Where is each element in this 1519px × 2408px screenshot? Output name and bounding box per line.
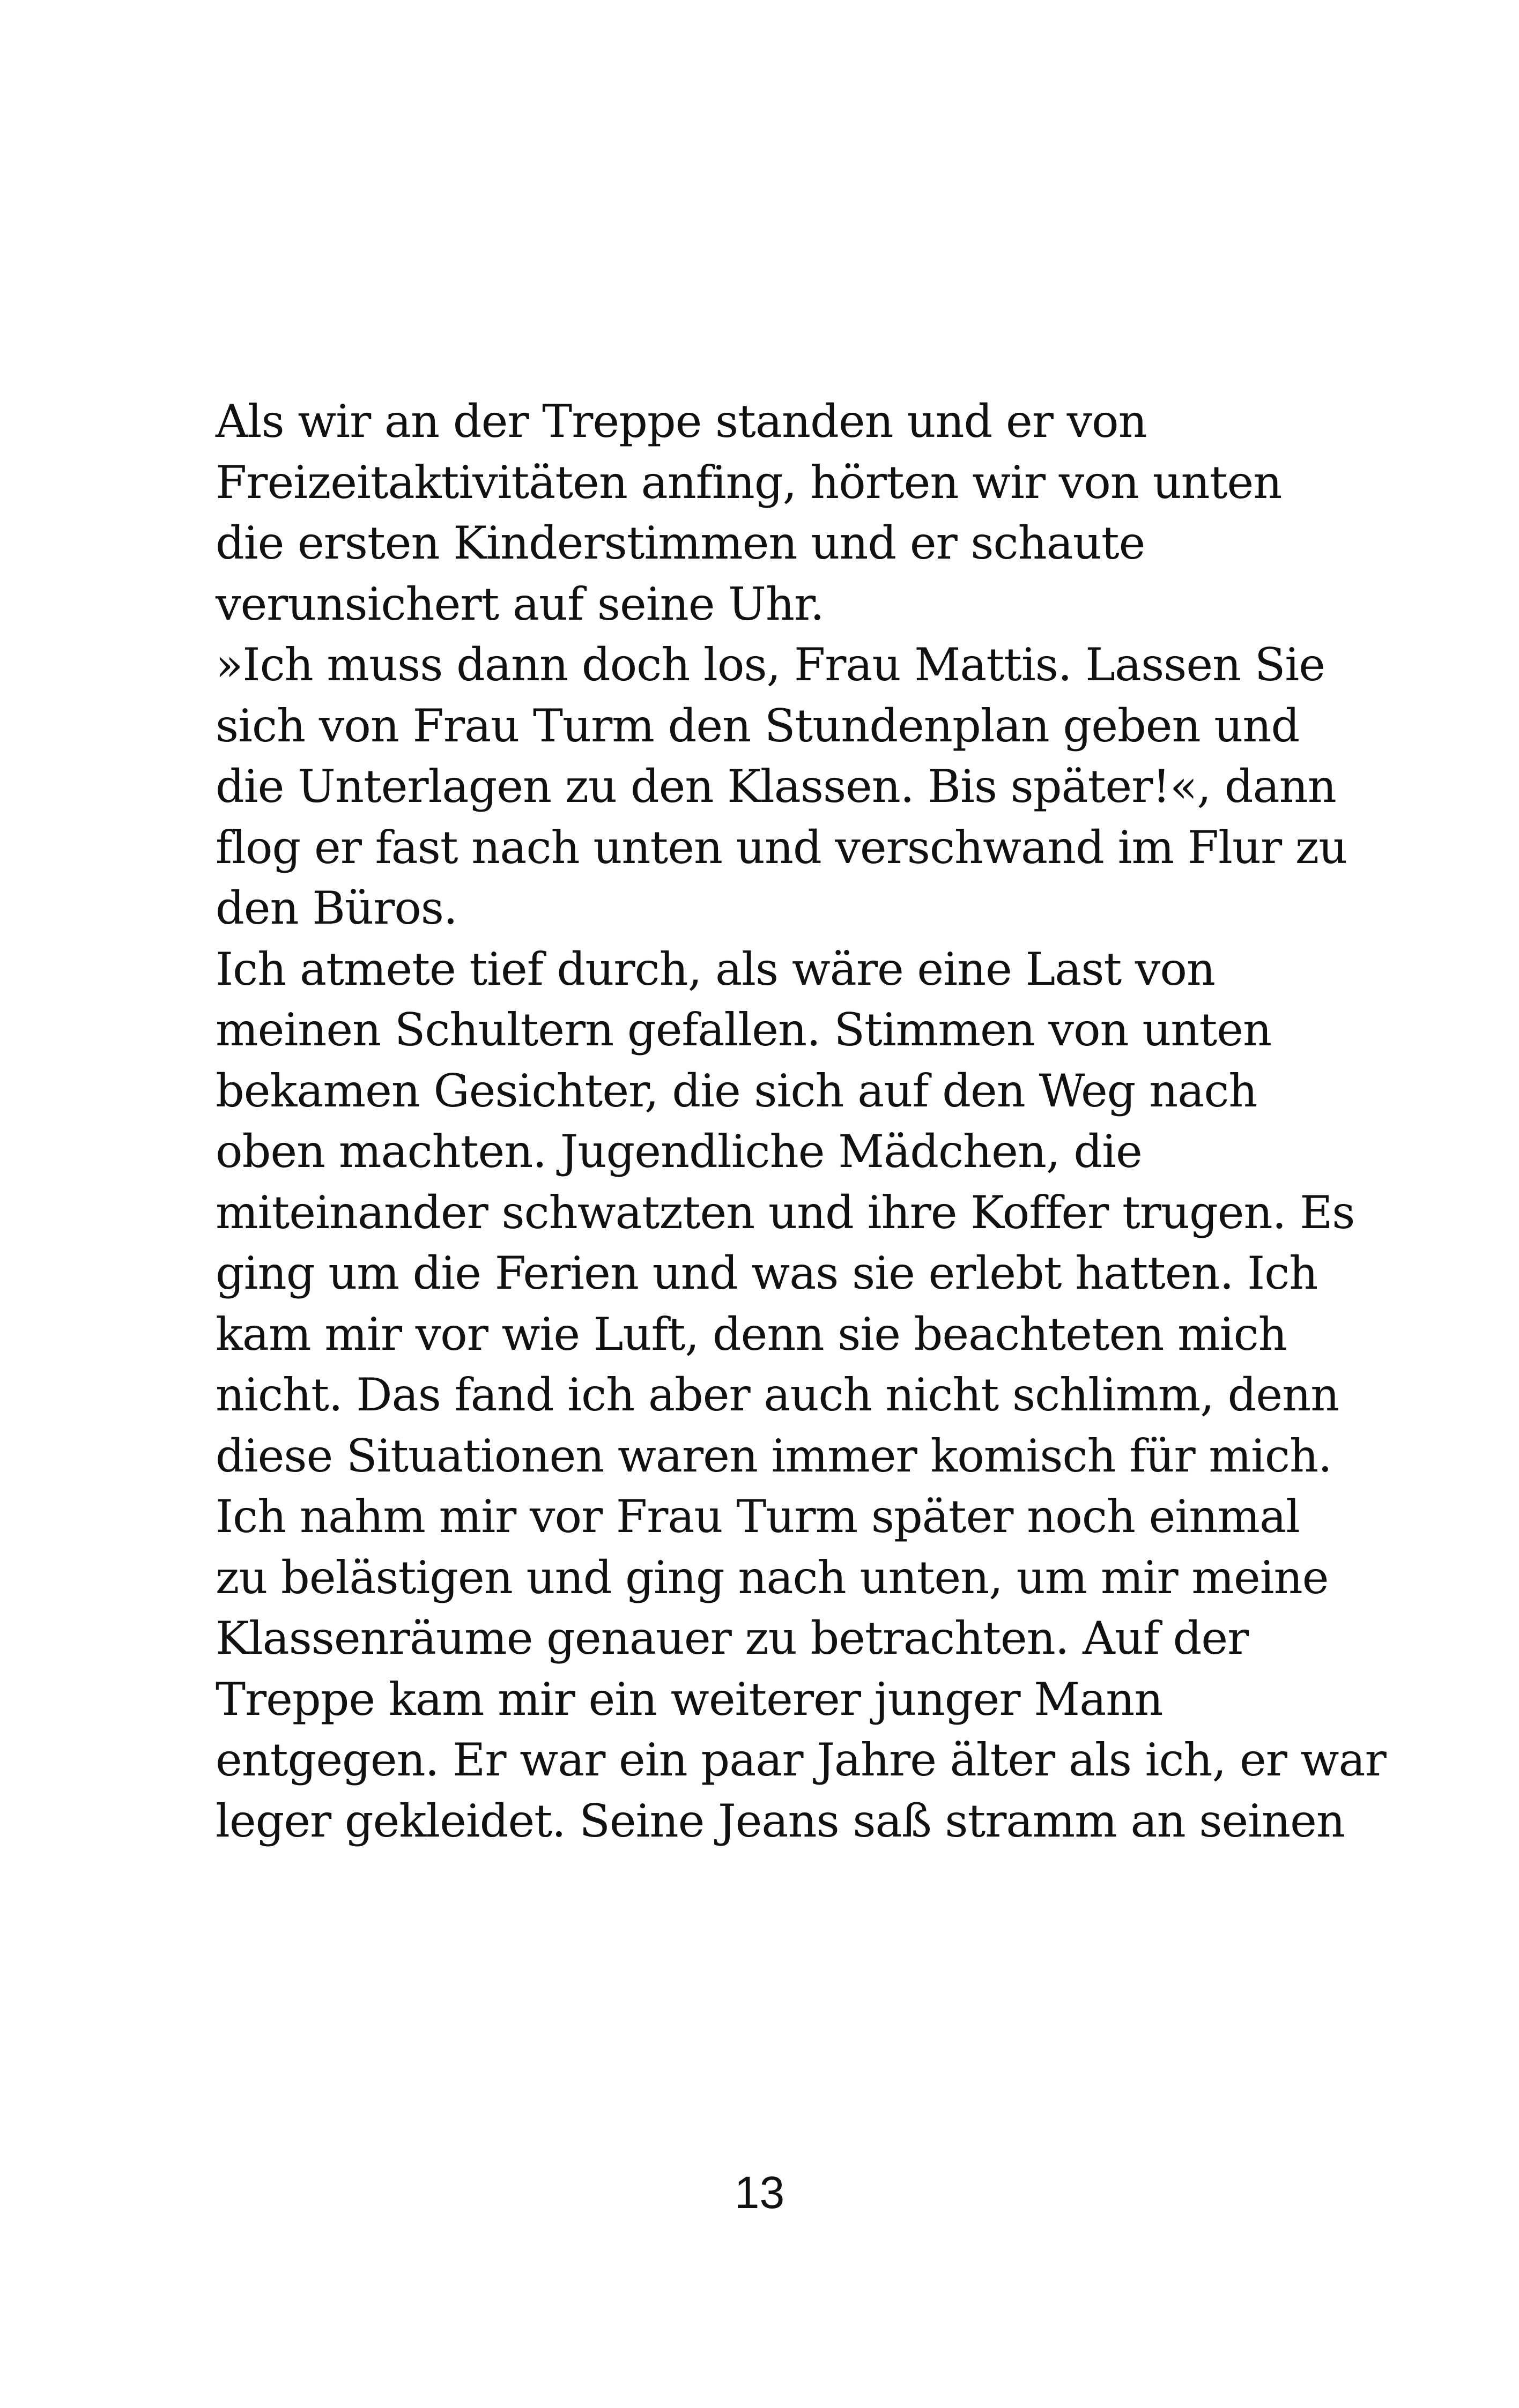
text-line: bekamen Gesichter, die sich auf den Weg nach bbox=[216, 1064, 1257, 1117]
text-line: Ich atmete tief durch, als wäre eine Last von bbox=[216, 942, 1216, 995]
text-line: diese Situationen waren immer komisch für mich. bbox=[216, 1429, 1332, 1482]
text-line: Klassenräume genauer zu betrachten. Auf der bbox=[216, 1612, 1249, 1664]
text-line: oben machten. Jugendliche Mädchen, die bbox=[216, 1125, 1142, 1178]
text-line: den Büros. bbox=[216, 882, 457, 934]
text-line: Treppe kam mir ein weiterer junger Mann bbox=[216, 1673, 1163, 1726]
text-line: miteinander schwatzten und ihre Koffer trugen. Es bbox=[216, 1186, 1355, 1239]
text-line: Freizeitaktivitäten anfing, hörten wir von unten bbox=[216, 456, 1282, 509]
text-line: leger gekleidet. Seine Jeans saß stramm an seinen bbox=[216, 1794, 1345, 1847]
body-text bbox=[216, 391, 1386, 1852]
text-line: »Ich muss dann doch los, Frau Mattis. Lassen Sie bbox=[216, 638, 1325, 691]
page-number: 13 bbox=[734, 2167, 785, 2218]
text-line: entgegen. Er war ein paar Jahre älter als ich, er war bbox=[216, 1734, 1386, 1786]
text-line: die ersten Kinderstimmen und er schaute bbox=[216, 517, 1145, 569]
text-line: Ich nahm mir vor Frau Turm später noch einmal bbox=[216, 1490, 1300, 1543]
text-line: zu belästigen und ging nach unten, um mir meine bbox=[216, 1551, 1329, 1604]
text-line: meinen Schultern gefallen. Stimmen von unten bbox=[216, 1004, 1272, 1056]
text-line: Als wir an der Treppe standen und er von bbox=[216, 395, 1147, 448]
text-line: sich von Frau Turm den Stundenplan geben und bbox=[216, 699, 1300, 752]
text-line: verunsichert auf seine Uhr. bbox=[216, 577, 824, 630]
text-line: flog er fast nach unten und verschwand im Flur zu bbox=[216, 821, 1347, 874]
text-line: die Unterlagen zu den Klassen. Bis später!«, dann bbox=[216, 760, 1336, 813]
text-line: kam mir vor wie Luft, denn sie beachteten mich bbox=[216, 1307, 1287, 1361]
text-line: nicht. Das fand ich aber auch nicht schlimm, denn bbox=[216, 1369, 1339, 1421]
text-line: ging um die Ferien und was sie erlebt hatten. Ich bbox=[216, 1247, 1318, 1299]
